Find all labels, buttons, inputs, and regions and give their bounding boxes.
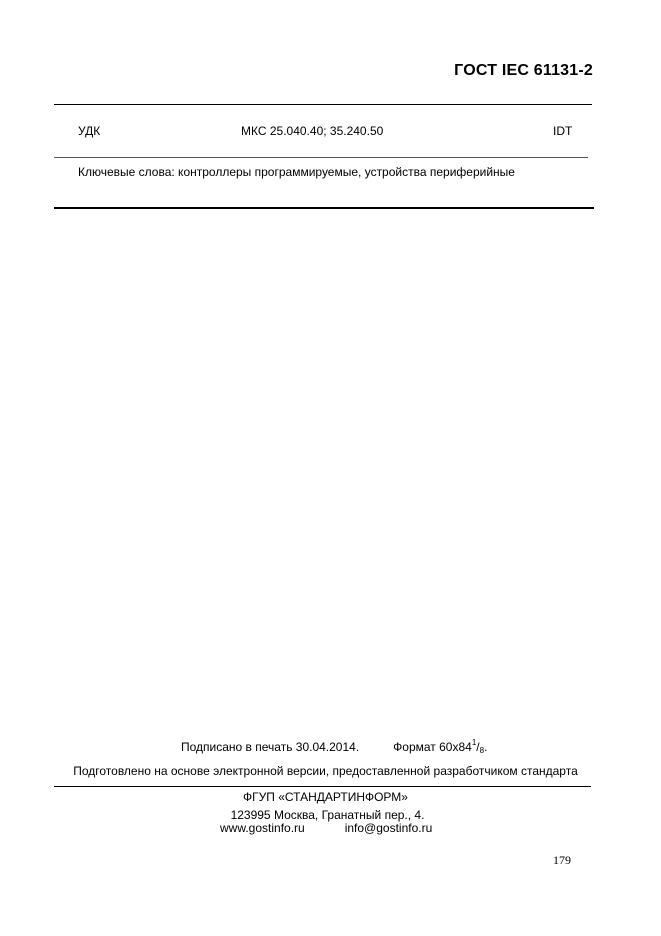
equivalence-label: IDT (553, 124, 573, 138)
contact-line (220, 821, 432, 835)
bottom-divider (54, 207, 594, 209)
page-number: 179 (553, 853, 571, 867)
top-divider (54, 104, 592, 105)
format-numerator: 1 (471, 738, 477, 747)
format-denominator: 8 (479, 746, 485, 755)
standard-title: ГОСТ IEC 61131-2 (454, 62, 593, 79)
paper-format: Формат $60х84^1/8$. (393, 738, 488, 755)
imprint-divider (54, 786, 591, 787)
signed-format-line (181, 738, 487, 755)
publisher-name: ФГУП «СТАНДАРТИНФОРМ» (243, 790, 408, 804)
signed-for-print: Подписано в печать 30.04.2014. (181, 740, 360, 754)
publisher-address: 123995 Москва, Гранатный пер., 4. (230, 808, 425, 822)
udk-label: УДК (78, 124, 101, 138)
middle-divider (54, 157, 588, 158)
website-link[interactable]: www.gostinfo.ru (220, 821, 305, 835)
email-link[interactable]: info@gostinfo.ru (344, 821, 433, 835)
keywords-line: Ключевые слова: контроллеры программируемые, устройства периферийные (78, 165, 515, 179)
prepared-note: Подготовлено на основе электронной версии, предоставленной разработчиком стандарта (73, 764, 578, 778)
mks-label: МКС 25.040.40; 35.240.50 (241, 124, 384, 138)
